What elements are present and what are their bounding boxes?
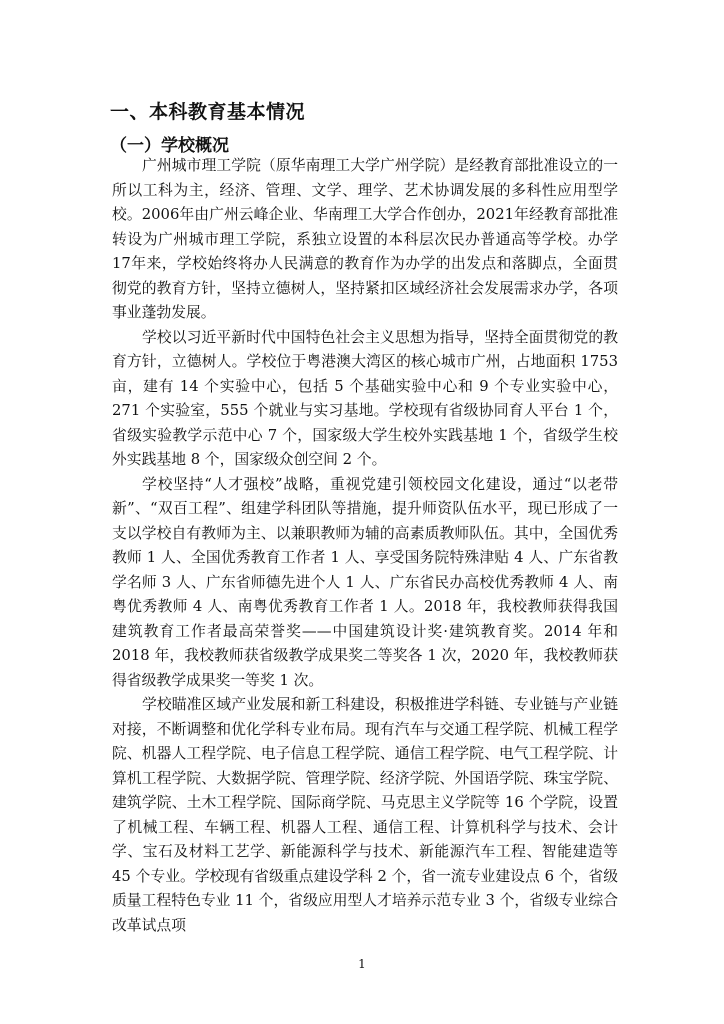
paragraph-campus-facilities: 学校以习近平新时代中国特色社会主义思想为指导，坚持全面贯彻党的教育方针，立德树人。学校位于粤港澳大湾区的核心城市广州，占地面积 1753 亩，建有 14 个实验中心，包括 5 个基础实验中心和 9 个专业实验中心，271 个实验室，555 个就业与实习基地。学校现有省级协同育人平台 1 个，省级实验教学示范中心 7 个，国家级大学生校外实践基地 1 个，省级学生校外实践基地 8 个，国家级众创空间 2 个。 bbox=[112, 328, 618, 468]
subsection-heading: （一）学校概况 bbox=[110, 136, 229, 156]
paragraph-school-overview: 广州城市理工学院（原华南理工大学广州学院）是经教育部批准设立的一所以工科为主，经济、管理、文学、理学、艺术协调发展的多科性应用型学校。2006年由广州云峰企业、华南理工大学合作创办，2021年经教育部批准转设为广州城市理工学院，系独立设置的本科层次民办普通高等学校。办学17年来，学校始终将办人民满意的教育作为办学的出发点和落脚点，全面贯彻党的教育方针，坚持立德树人，坚持紧扣区域经济社会发展需求办学，各项事业蓬勃发展。 bbox=[112, 157, 618, 321]
section-heading: 一、本科教育基本情况 bbox=[110, 101, 306, 123]
page-number: 1 bbox=[358, 957, 366, 971]
paragraph-faculty: 学校坚持“人才强校”战略，重视党建引领校园文化建设，通过“以老带新”、“双百工程”、组建学科团队等措施，提升师资队伍水平，现已形成了一支以学校自有教师为主、以兼职教师为辅的高素质教师队伍。其中，全国优秀教师 1 人、全国优秀教育工作者 1 人、享受国务院特殊津贴 4 人、广东省教学名师 3 人、广东省师德先进个人 1 人、广东省民办高校优秀教师 4 人、南粤优秀教师 4 人、南粤优秀教育工作者 1 人。2018 年，我校教师获得我国建筑教育工作者最高荣誉奖——中国建筑设计奖·建筑教育奖。2014 年和 2018 年，我校教师获省级教学成果奖二等奖各 1 次，2020 年，我校教师获得省级教学成果奖一等奖 1 次。 bbox=[112, 475, 618, 689]
body-text bbox=[112, 154, 618, 938]
paragraph-disciplines: 学校瞄准区域产业发展和新工科建设，积极推进学科链、专业链与产业链对接，不断调整和优化学科专业布局。现有汽车与交通工程学院、机械工程学院、机器人工程学院、电子信息工程学院、通信工程学院、电气工程学院、计算机工程学院、大数据学院、管理学院、经济学院、外国语学院、珠宝学院、建筑学院、土木工程学院、国际商学院、马克思主义学院等 16 个学院，设置了机械工程、车辆工程、机器人工程、通信工程、计算机科学与技术、会计学、宝石及材料工艺学、新能源科学与技术、新能源汽车工程、智能建造等 45 个专业。学校现有省级重点建设学科 2 个，省一流专业建设点 6 个，省级质量工程特色专业 11 个，省级应用型人才培养示范专业 3 个，省级专业综合改革试点项 bbox=[112, 696, 618, 934]
